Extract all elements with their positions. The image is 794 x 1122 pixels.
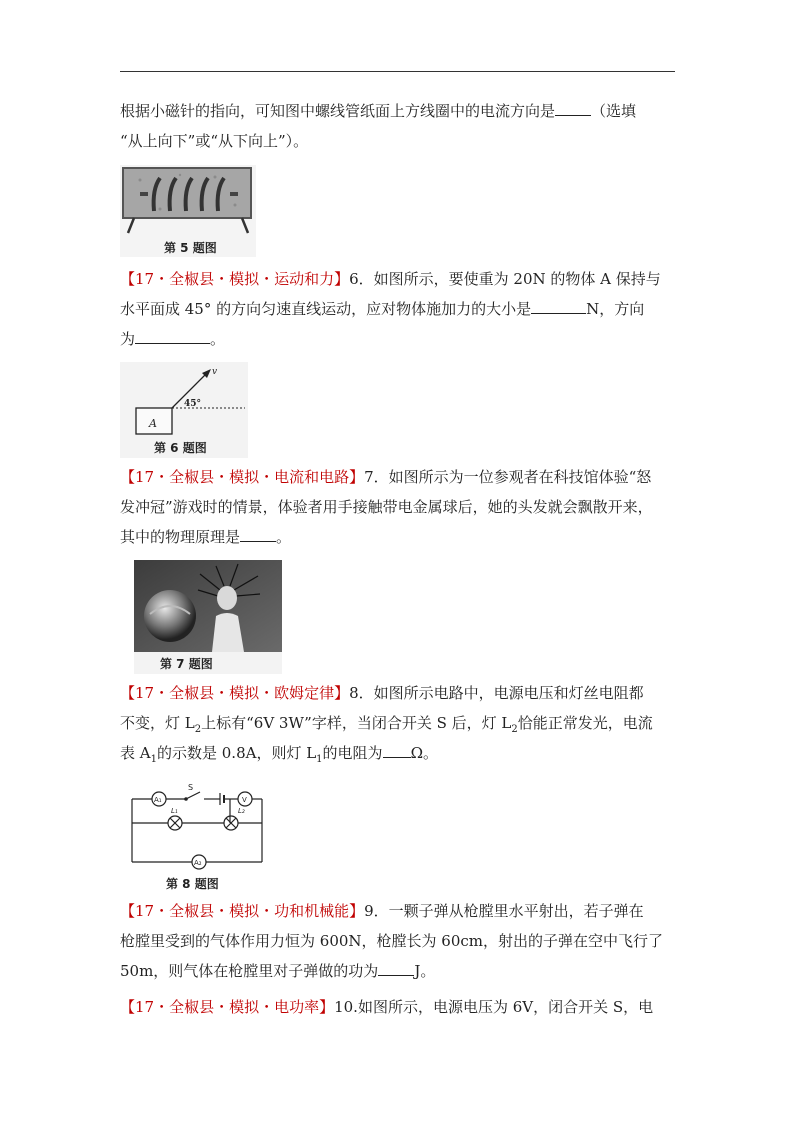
- answer-blank: [240, 523, 276, 542]
- q8-line3: 表 $A_1$的示数是 0.8A，则灯 $L_1$的电阻为 Ω。: [120, 738, 680, 775]
- fig8-l2-label: L₂: [238, 807, 245, 815]
- answer-blank: [531, 295, 586, 314]
- q5-line1: 根据小磁针的指向，可知图中螺线管纸面上方线圈中的电流方向是 （选填: [120, 96, 680, 126]
- q9-line2: 枪膛里受到的气体作用力恒为 600N，枪膛长为 60cm，射出的子弹在空中飞行了: [120, 932, 664, 950]
- fig8-l1-label: L₁: [171, 807, 178, 815]
- header-rule: [120, 71, 675, 72]
- figure-7-caption: 第 7 题图: [160, 657, 213, 671]
- q7-line2: 发冲冠”游戏时的情景，体验者用手接触带电金属球后，她的头发就会飘散开来，: [120, 498, 653, 516]
- answer-blank: [555, 97, 591, 116]
- fig8-s-label: S: [188, 783, 194, 792]
- q9-tag: 【17・全椒县・模拟・功和机械能】: [120, 902, 365, 920]
- figure-5-solenoid: [120, 165, 256, 257]
- q7-tag: 【17・全椒县・模拟・电流和电路】: [120, 468, 365, 486]
- fig6-angle-label: 45°: [184, 399, 202, 409]
- fig8-v-label: V: [242, 796, 247, 804]
- figure-6-caption: 第 6 题图: [154, 441, 207, 455]
- fig8-a2-label: A₂: [194, 859, 202, 867]
- figure-7-photo: [120, 556, 284, 674]
- figure-8-circuit: [120, 780, 270, 894]
- fig6-v-label: v: [212, 367, 218, 377]
- fig8-a1-label: A₁: [154, 796, 162, 804]
- q7-line1: 【17・全椒县・模拟・电流和电路】7．如图所示为一位参观者在科技馆体验“怒: [120, 468, 652, 486]
- q8-tag: 【17・全椒县・模拟・欧姆定律】: [120, 684, 350, 702]
- figure-5-caption: 第 5 题图: [164, 241, 217, 255]
- figure-8-caption: 第 8 题图: [166, 877, 219, 891]
- q5-line2: “从上向下”或“从下向上”）。: [120, 132, 309, 150]
- q9-line3: 50m，则气体在枪膛里对子弹做的功为 J。: [120, 956, 680, 986]
- answer-blank: [135, 325, 210, 344]
- q8-line2: 不变，灯 $L_2$上标有“6V 3W”字样，当闭合开关 S 后，灯 $L_2$恰能正常发光，电流: [120, 714, 653, 735]
- q6-line2: 水平面成 45° 的方向匀速直线运动，应对物体施加力的大小是 N，方向: [120, 294, 680, 324]
- fig6-block-label: A: [149, 417, 157, 430]
- q10-tag: 【17・全椒县・模拟・电功率】: [120, 998, 335, 1016]
- q7-line3: 其中的物理原理是 。: [120, 522, 680, 552]
- answer-blank: [383, 739, 411, 758]
- q8-line1: 【17・全椒县・模拟・欧姆定律】8．如图所示电路中，电源电压和灯丝电阻都: [120, 684, 644, 702]
- q6-line1: 【17・全椒县・模拟・运动和力】6．如图所示，要使重为 20N 的物体 A 保持与: [120, 270, 661, 288]
- answer-blank: [378, 957, 414, 976]
- q9-line1: 【17・全椒县・模拟・功和机械能】9．一颗子弹从枪膛里水平射出，若子弹在: [120, 902, 644, 920]
- q10-line1: 【17・全椒县・模拟・电功率】10.如图所示，电源电压为 6V，闭合开关 S，电: [120, 998, 654, 1016]
- q6-line3: 为 。: [120, 324, 680, 354]
- q6-tag: 【17・全椒县・模拟・运动和力】: [120, 270, 350, 288]
- figure-6-force-diagram: [120, 362, 248, 458]
